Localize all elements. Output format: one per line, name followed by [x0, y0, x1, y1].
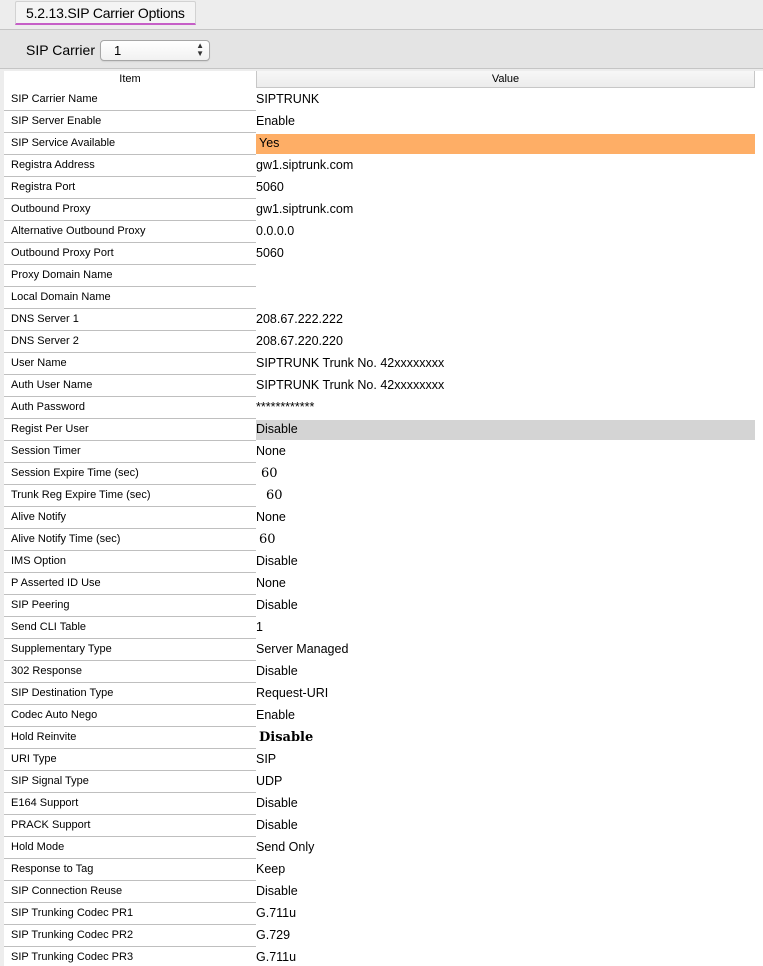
row-value-field[interactable]: Send Only	[256, 840, 315, 854]
row-item-label: E164 Support	[4, 793, 256, 815]
table-row[interactable]	[4, 419, 763, 441]
row-value-field[interactable]: SIPTRUNK Trunk No. 42xxxxxxxx	[256, 356, 445, 370]
row-item-label: URI Type	[4, 749, 256, 771]
sip-carrier-selected-value: 1	[114, 43, 122, 58]
row-item-label: Send CLI Table	[4, 617, 256, 639]
row-value-field[interactable]: UDP	[256, 774, 283, 788]
table-row[interactable]	[4, 529, 763, 551]
table-row[interactable]	[4, 573, 763, 595]
table-row[interactable]	[4, 243, 763, 265]
table-row[interactable]	[4, 837, 763, 859]
tab-sip-carrier-options[interactable]: 5.2.13.SIP Carrier Options	[15, 1, 196, 25]
row-item-label: Response to Tag	[4, 859, 256, 881]
updown-arrows-icon: ▲ ▼	[196, 41, 204, 58]
table-row[interactable]	[4, 353, 763, 375]
row-value-field[interactable]: Request-URI	[256, 686, 329, 700]
table-row[interactable]	[4, 947, 763, 966]
row-item-label: PRACK Support	[4, 815, 256, 837]
table-row[interactable]	[4, 903, 763, 925]
row-value-field[interactable]: 0.0.0.0	[256, 224, 295, 238]
table-row[interactable]	[4, 155, 763, 177]
row-value-field[interactable]: Disable	[256, 598, 298, 612]
row-item-label: Registra Address	[4, 155, 256, 177]
table-row[interactable]	[4, 485, 763, 507]
table-row[interactable]	[4, 441, 763, 463]
row-value-field[interactable]: Enable	[256, 114, 295, 128]
row-value-field[interactable]: G.711u	[256, 950, 297, 964]
row-item-label: Auth Password	[4, 397, 256, 419]
row-item-label: Session Expire Time (sec)	[4, 463, 256, 485]
row-item-label: SIP Carrier Name	[4, 89, 256, 111]
table-row[interactable]	[4, 287, 763, 309]
table-row[interactable]	[4, 375, 763, 397]
table-row[interactable]	[4, 463, 763, 485]
table-row[interactable]	[4, 331, 763, 353]
row-value-field[interactable]: Disable	[256, 420, 755, 440]
row-item-label: User Name	[4, 353, 256, 375]
table-row[interactable]	[4, 705, 763, 727]
table-row[interactable]	[4, 309, 763, 331]
row-item-label: Hold Reinvite	[4, 727, 256, 749]
row-value-field[interactable]: SIP	[256, 752, 277, 766]
table-row[interactable]	[4, 133, 763, 155]
row-value-field[interactable]: Disable	[256, 884, 298, 898]
row-item-label: SIP Server Enable	[4, 111, 256, 133]
table-row[interactable]	[4, 221, 763, 243]
row-item-label: Auth User Name	[4, 375, 256, 397]
row-item-label: Proxy Domain Name	[4, 265, 256, 287]
row-item-label: SIP Service Available	[4, 133, 256, 155]
row-item-label: Hold Mode	[4, 837, 256, 859]
row-item-label: SIP Destination Type	[4, 683, 256, 705]
row-value-field[interactable]: Yes	[256, 134, 755, 154]
row-item-label: Local Domain Name	[4, 287, 256, 309]
table-row[interactable]	[4, 617, 763, 639]
table-row[interactable]	[4, 111, 763, 133]
row-item-label: DNS Server 2	[4, 331, 256, 353]
row-value-field[interactable]: Disable	[256, 818, 298, 832]
row-item-label: P Asserted ID Use	[4, 573, 256, 595]
row-value-field[interactable]: None	[256, 510, 286, 524]
table-row[interactable]	[4, 815, 763, 837]
row-item-label: DNS Server 1	[4, 309, 256, 331]
row-value-field[interactable]: Enable	[256, 708, 295, 722]
row-value-field[interactable]: SIPTRUNK	[256, 92, 320, 106]
table-row[interactable]	[4, 925, 763, 947]
column-header-item: Item	[4, 71, 256, 88]
row-value-field[interactable]: G.711u	[256, 906, 297, 920]
settings-table	[4, 71, 763, 966]
table-row[interactable]	[4, 639, 763, 661]
row-item-label: SIP Trunking Codec PR3	[4, 947, 256, 966]
row-item-label: Trunk Reg Expire Time (sec)	[4, 485, 256, 507]
row-value-field[interactable]	[256, 287, 755, 309]
table-row[interactable]	[4, 551, 763, 573]
row-item-label: Supplementary Type	[4, 639, 256, 661]
table-row[interactable]	[4, 793, 763, 815]
row-item-label: SIP Trunking Codec PR2	[4, 925, 256, 947]
row-item-label: 302 Response	[4, 661, 256, 683]
row-item-label: SIP Signal Type	[4, 771, 256, 793]
table-row[interactable]	[4, 595, 763, 617]
row-value-field[interactable]: Disable	[259, 730, 314, 745]
row-value-field[interactable]: 208.67.222.222	[256, 312, 343, 326]
row-value-field[interactable]: None	[256, 444, 286, 458]
row-value-field[interactable]: 208.67.220.220	[256, 334, 343, 348]
row-value-field[interactable]: 1	[256, 620, 263, 634]
row-value-field[interactable]: SIPTRUNK Trunk No. 42xxxxxxxx	[256, 378, 445, 392]
table-row[interactable]	[4, 881, 763, 903]
row-value-field[interactable]: None	[256, 576, 286, 590]
sip-carrier-select[interactable]	[100, 40, 210, 61]
row-item-label: Outbound Proxy	[4, 199, 256, 221]
table-row[interactable]	[4, 727, 763, 749]
table-row[interactable]	[4, 859, 763, 881]
table-row[interactable]	[4, 661, 763, 683]
row-value-field[interactable]: G.729	[256, 928, 291, 942]
row-value-field[interactable]: 5060	[256, 180, 284, 194]
row-item-label: Alive Notify Time (sec)	[4, 529, 256, 551]
row-item-label: Registra Port	[4, 177, 256, 199]
tab-bar	[0, 0, 763, 28]
row-value-field[interactable]	[256, 265, 755, 287]
row-item-label: Session Timer	[4, 441, 256, 463]
table-row[interactable]	[4, 397, 763, 419]
row-value-field[interactable]: 60	[261, 466, 278, 481]
row-item-label: SIP Trunking Codec PR1	[4, 903, 256, 925]
row-value-field[interactable]: Disable	[256, 664, 298, 678]
row-item-label: Regist Per User	[4, 419, 256, 441]
row-item-label: Codec Auto Nego	[4, 705, 256, 727]
table-row[interactable]	[4, 507, 763, 529]
row-value-field[interactable]: Disable	[256, 554, 298, 568]
row-value-field[interactable]: Disable	[256, 796, 298, 810]
row-value-field[interactable]: 60	[266, 488, 283, 503]
row-value-field[interactable]: 5060	[256, 246, 284, 260]
table-row[interactable]	[4, 683, 763, 705]
table-body	[4, 89, 763, 966]
row-item-label: Alive Notify	[4, 507, 256, 529]
table-row[interactable]	[4, 749, 763, 771]
table-row[interactable]	[4, 265, 763, 287]
row-item-label: SIP Connection Reuse	[4, 881, 256, 903]
row-value-field[interactable]: Server Managed	[256, 642, 349, 656]
column-header-value[interactable]: Value	[256, 71, 755, 88]
row-item-label: Outbound Proxy Port	[4, 243, 256, 265]
row-item-label: IMS Option	[4, 551, 256, 573]
row-value-field[interactable]: gw1.siptrunk.com	[256, 158, 354, 172]
sip-carrier-label: SIP Carrier	[26, 42, 95, 58]
row-item-label: SIP Peering	[4, 595, 256, 617]
table-row[interactable]	[4, 771, 763, 793]
table-row[interactable]	[4, 89, 763, 111]
table-row[interactable]	[4, 177, 763, 199]
row-value-field[interactable]: Keep	[256, 862, 286, 876]
row-value-field[interactable]: ************	[256, 400, 315, 414]
carrier-selector-panel	[0, 29, 763, 69]
row-item-label: Alternative Outbound Proxy	[4, 221, 256, 243]
row-value-field[interactable]: 60	[259, 532, 276, 547]
table-row[interactable]	[4, 199, 763, 221]
row-value-field[interactable]: gw1.siptrunk.com	[256, 202, 354, 216]
